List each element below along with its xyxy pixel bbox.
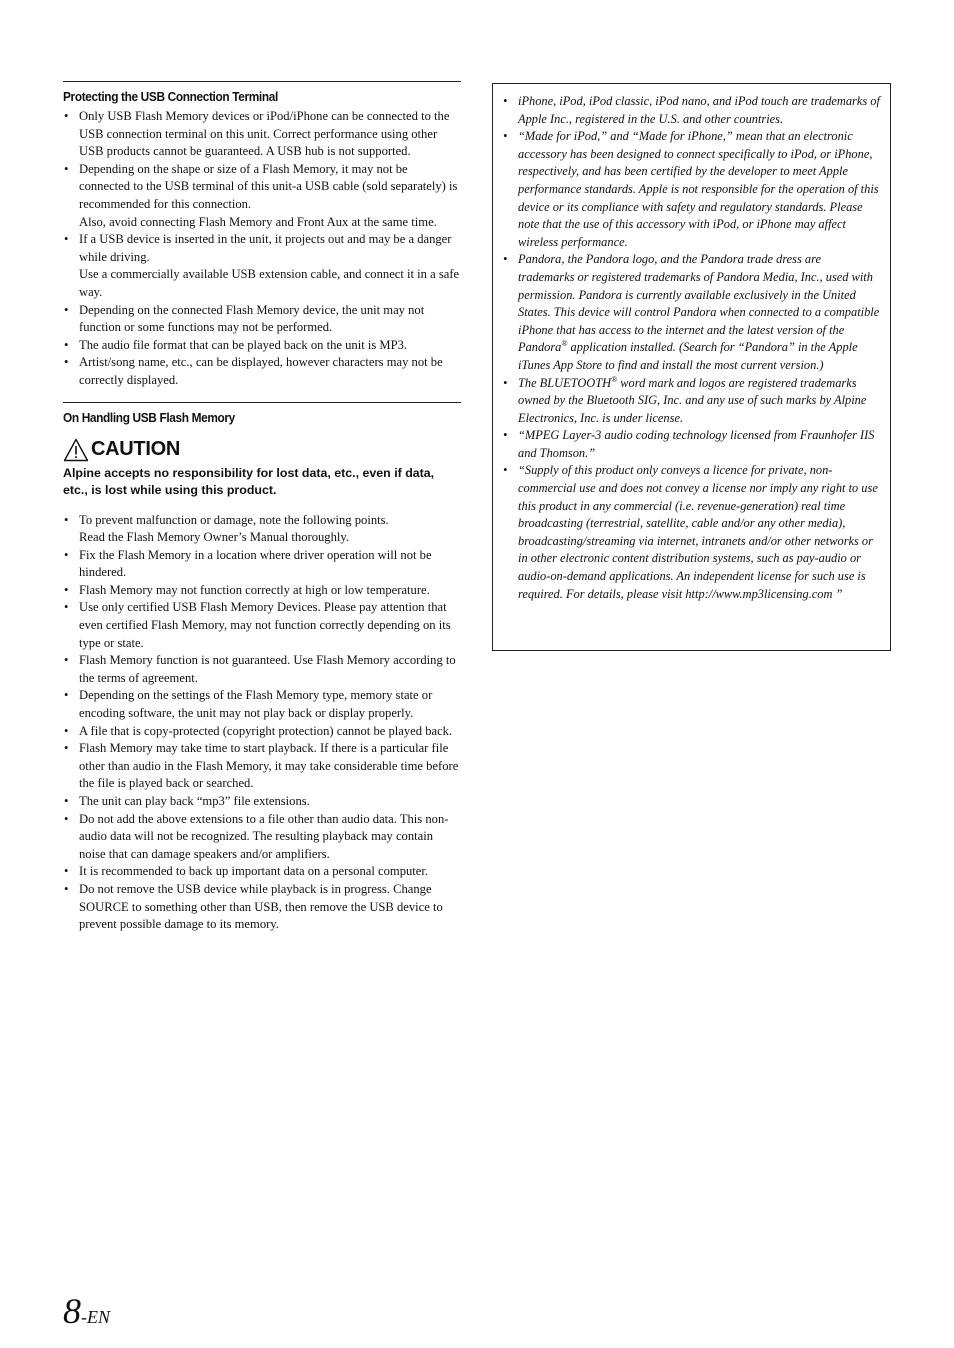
handling-usb-list (63, 512, 461, 934)
list-item-text: Pandora, the Pandora logo, and the Pandora trade dress are trademarks or registered trademarks of Pandora Media, Inc., used with permission. Pandora is currently available exclusively in the United States. This device will control Pandora when connected to a compatible iPhone that has access to the internet and the latest version of the Pandora (518, 252, 880, 355)
list-item-text: • If a USB device is inserted in the unit, it projects out and may be a danger while driving. (79, 232, 452, 264)
section-divider (63, 81, 461, 82)
list-item (63, 302, 461, 337)
list-item (63, 740, 461, 793)
list-item (63, 582, 461, 600)
list-item-text: • Depending on the connected Flash Memory device, the unit may not function or some functions may not be performed. (79, 302, 425, 335)
list-item-text: • It is recommended to back up important data on a personal computer. (79, 864, 429, 879)
list-item-text: • Depending on the shape or size of a Flash Memory, it may not be connected to the USB terminal of this unit-a USB cable (sold separately) is recommended for this connection. (79, 161, 458, 211)
list-item-text: • Depending on the settings of the Flash Memory type, memory state or encoding software, the unit may not play back or display properly. (79, 688, 433, 721)
list-item-text: • Flash Memory function is not guaranteed. Use Flash Memory according to the terms of agreement. (79, 653, 456, 685)
list-item (63, 547, 461, 582)
list-item (63, 512, 461, 547)
list-item (63, 881, 461, 934)
list-item-text: Also, avoid connecting Flash Memory and Front Aux at the same time. (79, 214, 437, 229)
list-item-text: application installed. (Search for “Pandora” in the Apple iTunes App Store to find and install the most current version.) (518, 340, 858, 372)
list-item (63, 811, 461, 864)
list-item-text: • Do not remove the USB device while playback is in progress. Change SOURCE to something other than USB, then remove the USB device to prevent possible damage to its memory. (79, 881, 443, 932)
list-item (502, 375, 880, 428)
list-item-text: • A file that is copy-protected (copyright protection) cannot be played back. (79, 723, 453, 738)
list-item-text: The BLUETOOTH (518, 375, 612, 390)
list-item (63, 863, 461, 881)
list-item (63, 108, 461, 161)
section-heading-handling-usb: On Handling USB Flash Memory (63, 409, 235, 425)
warning-triangle-icon (63, 438, 89, 462)
list-item-text: • To prevent malfunction or damage, note the following points. (79, 512, 389, 527)
list-item-text: • The unit can play back “mp3” file extensions. (79, 794, 310, 808)
page-number-value: 8 (63, 1291, 81, 1331)
list-item (63, 231, 461, 301)
list-item-text: • Flash Memory may not function correctly at high or low temperature. (79, 582, 430, 597)
usb-terminal-list (63, 108, 461, 390)
trademark-list (502, 93, 880, 603)
list-item (63, 337, 461, 355)
list-item-text: • Do not add the above extensions to a file other than audio data. This non-audio data will not be recognized. The resulting playback may contain noise that can damage speakers and/or amplifiers. (79, 811, 449, 861)
list-item-text: • Fix the Flash Memory in a location where driver operation will not be hindered. (79, 547, 432, 580)
list-item (502, 251, 880, 374)
caution-note: Alpine accepts no responsibility for lost data, etc., even if data, etc., is lost while using this product. (63, 465, 435, 497)
section-heading-usb-terminal: Protecting the USB Connection Terminal (63, 89, 278, 104)
list-item-text: • Artist/song name, etc., can be displayed, however characters may not be correctly displayed. (79, 355, 443, 387)
list-item: • “Made for iPod,” and “Made for iPhone,” mean that an electronic accessory has been designed to connect specifically to iPod, or iPhone, respectively, and has been certified by the developer to meet Apple performance standards. Apple is not responsible for the operation of this device or its compliance with safety and regulatory standards. Please note that the use of this accessory with iPod, or iPhone may affect wireless performance. (502, 128, 880, 251)
caution-label: CAUTION (91, 438, 181, 460)
list-item (63, 599, 461, 652)
list-item (63, 354, 461, 389)
registered-mark: ® (611, 374, 618, 384)
page-number (63, 1290, 110, 1332)
list-item-text: • Flash Memory may take time to start playback. If there is a particular file other than audio in the Flash Memory, it may take considerable time before the file is played back or searched. (79, 741, 459, 791)
list-item (63, 687, 461, 722)
list-item: • iPhone, iPod, iPod classic, iPod nano, and iPod touch are trademarks of Apple Inc., registered in the U.S. and other countries. (502, 93, 880, 128)
left-column (63, 81, 461, 934)
list-item (63, 652, 461, 687)
list-item (63, 793, 461, 811)
list-item-text: • Only USB Flash Memory devices or iPod/iPhone can be connected to the USB connection terminal on this unit. Correct performance using other USB products cannot be guaranteed. A USB hub is not supported. (79, 109, 450, 159)
list-item-text: • Use only certified USB Flash Memory Devices. Please pay attention that even certified Flash Memory, may not function correctly depending on its type or state. (79, 600, 451, 650)
page-number-suffix: -EN (81, 1307, 110, 1327)
list-item: • “Supply of this product only conveys a licence for private, non-commercial use and does not convey a license nor imply any right to use this product in any commercial (i.e. revenue-generation) real time broadcasting (terrestrial, satellite, cable and/or any other media), broadcasting/streaming via internet, intranets and/or other networks or in other electronic content distribution systems, such as pay-audio or audio-on-demand applications. An independent license for such use is required. For details, please visit http://www.mp3licensing.com ” (502, 462, 880, 603)
section-divider (63, 402, 461, 403)
registered-mark: ® (561, 339, 568, 349)
list-item: • “MPEG Layer-3 audio coding technology licensed from Fraunhofer IIS and Thomson.” (502, 427, 880, 462)
list-item-text: • The audio file format that can be played back on the unit is MP3. (79, 337, 408, 352)
list-item-text: Use a commercially available USB extension cable, and connect it in a safe way. (79, 267, 460, 299)
list-item-text: word mark and logos are registered trademarks owned by the Bluetooth SIG, Inc. and any use of such marks by Alpine Electronics, Inc. is under license. (518, 375, 867, 425)
list-item-text: Read the Flash Memory Owner’s Manual thoroughly. (79, 530, 350, 545)
caution-header (63, 437, 461, 463)
list-item (63, 161, 461, 231)
list-item (63, 723, 461, 741)
trademark-notice-box (492, 83, 891, 651)
